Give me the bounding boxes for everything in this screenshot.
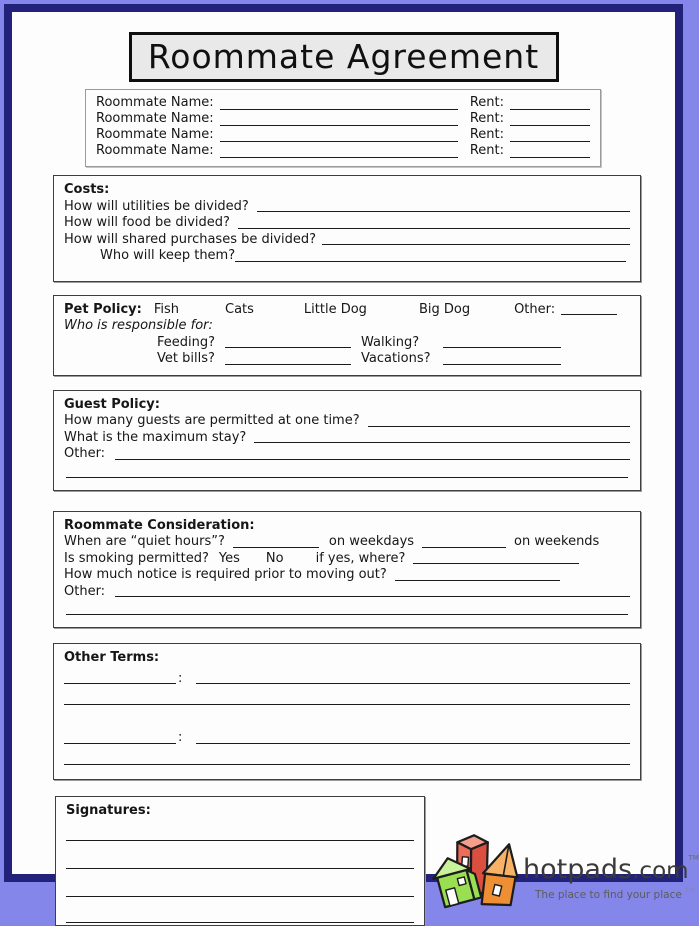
- consideration-other-blank[interactable]: [115, 596, 630, 597]
- rent-blank[interactable]: [510, 105, 590, 110]
- pet-option-little-dog[interactable]: Little Dog: [303, 301, 367, 317]
- consideration-other-row: [64, 584, 630, 601]
- roommate-row: [96, 127, 590, 143]
- term-detail-blank-1[interactable]: [196, 683, 630, 684]
- roommate-name-label: Roommate Name:: [96, 143, 214, 158]
- guest-other-blank-2[interactable]: [66, 477, 628, 478]
- pet-other-blank[interactable]: [561, 314, 617, 315]
- consideration-heading: Roommate Consideration:: [64, 517, 255, 533]
- other-terms-heading: Other Terms:: [64, 650, 160, 665]
- shared-question: How will shared purchases be divided?: [64, 231, 317, 247]
- hotpads-tagline: [523, 887, 699, 901]
- vacations-question: Vacations?: [361, 351, 431, 366]
- quiet-hours-row: [64, 534, 630, 551]
- roommate-row: [96, 111, 590, 127]
- guest-other-blank[interactable]: [115, 459, 630, 460]
- keep-question: Who will keep them?: [100, 248, 236, 263]
- food-question: How will food be divided?: [64, 215, 230, 230]
- roommate-names-box: [85, 89, 601, 167]
- rent-blank[interactable]: [510, 137, 590, 142]
- smoking-row: [64, 551, 630, 568]
- smoking-yes-option[interactable]: Yes: [218, 550, 240, 566]
- other-term-row-2: [64, 730, 630, 747]
- rent-label: Rent:: [469, 127, 504, 142]
- roommate-name-blank[interactable]: [220, 105, 458, 110]
- food-blank[interactable]: [238, 228, 630, 229]
- responsible-label: Who is responsible for:: [64, 318, 213, 333]
- stay-question: What is the maximum stay?: [64, 429, 247, 445]
- hotpads-logo-text: [523, 843, 699, 901]
- brand-domain: .com: [632, 857, 689, 884]
- pet-other-label: Other:: [514, 301, 556, 317]
- term-name-blank-1[interactable]: [64, 683, 176, 684]
- guest-other-row: [64, 446, 630, 463]
- roommate-name-blank[interactable]: [220, 121, 458, 126]
- feeding-blank[interactable]: [225, 347, 351, 348]
- feeding-question: Feeding?: [157, 334, 216, 350]
- tagline-text: The place to find your place: [535, 888, 682, 901]
- costs-section: [53, 175, 641, 282]
- pet-option-fish[interactable]: Fish: [153, 301, 179, 317]
- signatures-section: [55, 796, 425, 926]
- notice-row: [64, 567, 630, 584]
- costs-food-row: [64, 215, 630, 232]
- weekends-label: on weekends: [514, 534, 600, 549]
- term-name-blank-2[interactable]: [64, 743, 176, 744]
- costs-utilities-row: [64, 199, 630, 216]
- pet-policy-options-row: [64, 302, 630, 319]
- roommate-name-label: Roommate Name:: [96, 95, 214, 110]
- maximum-stay-row: [64, 430, 630, 447]
- vet-vacations-row: [157, 351, 630, 368]
- rent-label: Rent:: [469, 95, 504, 110]
- walking-question: Walking?: [361, 334, 420, 350]
- rent-label: Rent:: [469, 143, 504, 158]
- consideration-other-blank-2[interactable]: [66, 614, 628, 615]
- brand-name: hotpads: [523, 853, 633, 885]
- vacations-blank[interactable]: [443, 364, 561, 365]
- guests-permitted-row: [64, 413, 630, 430]
- consideration-other-label: Other:: [64, 583, 106, 599]
- tagline-trademark-symbol: TM: [685, 886, 694, 894]
- document-title: Roommate Agreement: [129, 32, 559, 82]
- roommate-name-label: Roommate Name:: [96, 127, 214, 142]
- walking-blank[interactable]: [443, 347, 561, 348]
- smoking-question: Is smoking permitted?: [64, 550, 209, 566]
- keep-blank[interactable]: [235, 261, 626, 262]
- weekdays-label: on weekdays: [328, 534, 415, 549]
- feeding-walking-row: [157, 335, 630, 352]
- footer: [55, 796, 699, 926]
- stay-blank[interactable]: [254, 442, 630, 443]
- signature-line-2[interactable]: [66, 868, 414, 869]
- document-page: [4, 4, 699, 901]
- guest-policy-section: [53, 390, 641, 491]
- rent-label: Rent:: [469, 111, 504, 126]
- costs-shared-row: [64, 232, 630, 249]
- hotpads-logo: [431, 818, 699, 926]
- guests-question: How many guests are permitted at one time?: [64, 413, 360, 428]
- term-detail-blank-1b[interactable]: [64, 704, 630, 705]
- hotpads-houses-icon: [431, 829, 521, 915]
- pet-option-cats[interactable]: Cats: [225, 301, 254, 317]
- smoking-where-blank[interactable]: [413, 563, 579, 564]
- smoking-no-option[interactable]: No: [265, 550, 284, 566]
- notice-blank[interactable]: [395, 580, 560, 581]
- shared-blank[interactable]: [322, 244, 630, 245]
- signatures-heading: Signatures:: [66, 802, 151, 818]
- rent-blank[interactable]: [510, 153, 590, 158]
- term-detail-blank-2b[interactable]: [64, 764, 630, 765]
- utilities-blank[interactable]: [257, 211, 630, 212]
- guest-policy-heading: Guest Policy:: [64, 396, 160, 412]
- roommate-name-label: Roommate Name:: [96, 111, 214, 126]
- guest-other-label: Other:: [64, 446, 106, 461]
- term-detail-blank-2[interactable]: [196, 743, 630, 744]
- term-colon: :: [178, 730, 183, 745]
- quiet-weekends-blank[interactable]: [422, 547, 506, 548]
- guests-blank[interactable]: [368, 426, 630, 427]
- other-term-row-1: [64, 671, 630, 688]
- quiet-weekdays-blank[interactable]: [233, 547, 319, 548]
- roommate-row: [96, 95, 590, 111]
- vet-blank[interactable]: [225, 364, 351, 365]
- utilities-question: How will utilities be divided?: [64, 198, 249, 214]
- pet-policy-section: [53, 295, 641, 376]
- pet-policy-heading: Pet Policy:: [64, 301, 142, 317]
- signature-line-1[interactable]: [66, 840, 414, 841]
- signature-line-4[interactable]: [66, 922, 414, 923]
- trademark-symbol: TM: [688, 853, 699, 862]
- rent-blank[interactable]: [510, 121, 590, 126]
- smoking-where-label: if yes, where?: [315, 550, 406, 566]
- costs-keep-row: [100, 248, 630, 265]
- vet-question: Vet bills?: [157, 351, 215, 366]
- hotpads-brand: [523, 843, 699, 886]
- costs-heading: Costs:: [64, 182, 110, 197]
- other-terms-section: [53, 643, 641, 780]
- notice-question: How much notice is required prior to moving out?: [64, 567, 387, 582]
- term-colon: :: [178, 670, 183, 686]
- pet-option-big-dog[interactable]: Big Dog: [418, 301, 471, 317]
- quiet-question: When are “quiet hours”?: [64, 534, 225, 549]
- roommate-name-blank[interactable]: [220, 137, 458, 142]
- roommate-name-blank[interactable]: [220, 153, 458, 158]
- roommate-row: [96, 143, 590, 159]
- consideration-section: [53, 511, 641, 629]
- signature-line-3[interactable]: [66, 896, 414, 897]
